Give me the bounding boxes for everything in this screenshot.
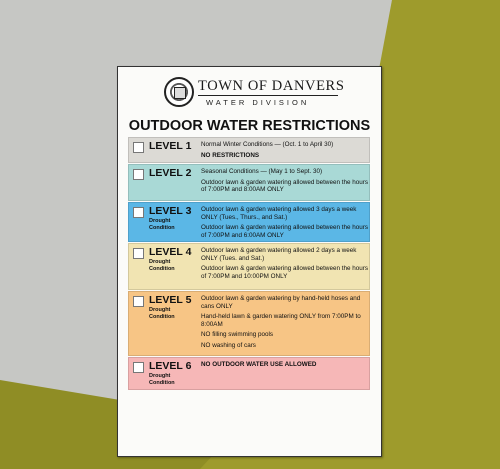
level-checkbox bbox=[133, 169, 144, 180]
level-description-line: Outdoor lawn & garden watering allowed 2 days a week ONLY (Tues. and Sat.) bbox=[201, 247, 357, 262]
level-description bbox=[201, 295, 369, 353]
level-name: LEVEL 3 bbox=[149, 205, 192, 217]
level-description-line: NO washing of cars bbox=[201, 341, 256, 349]
level-name: LEVEL 1 bbox=[149, 140, 192, 152]
division-name: WATER DIVISION bbox=[206, 98, 310, 107]
level-description-line: Outdoor lawn & garden watering allowed between the hours of 7:00PM and 8:00AM ONLY bbox=[201, 178, 368, 194]
level-description bbox=[201, 361, 369, 372]
level-checkbox bbox=[133, 207, 144, 218]
level-checkbox bbox=[133, 142, 144, 153]
level-description-line: NO RESTRICTIONS bbox=[201, 151, 260, 159]
level-subtitle: Drought Condition bbox=[149, 373, 175, 386]
level-row bbox=[128, 291, 370, 356]
level-row bbox=[128, 164, 370, 201]
seal-center bbox=[174, 87, 186, 99]
level-description bbox=[201, 247, 369, 283]
level-row bbox=[128, 202, 370, 242]
level-name: LEVEL 5 bbox=[149, 294, 192, 306]
level-subtitle: Drought Condition bbox=[149, 259, 175, 272]
town-name: TOWN OF DANVERS bbox=[198, 78, 345, 94]
level-name: LEVEL 6 bbox=[149, 360, 192, 372]
level-row bbox=[128, 137, 370, 163]
water-restrictions-sign bbox=[117, 66, 382, 457]
level-description-line: Outdoor lawn & garden watering by hand-held hoses and cans ONLY bbox=[201, 295, 361, 310]
level-description-line: Outdoor lawn & garden watering allowed between the hours of 7:00PM and 10:00PM ONLY bbox=[201, 265, 368, 280]
level-row bbox=[128, 357, 370, 390]
level-description bbox=[201, 206, 369, 242]
level-checkbox bbox=[133, 248, 144, 259]
level-description-line: NO filling swimming pools bbox=[201, 331, 274, 339]
level-description bbox=[201, 168, 369, 197]
level-row bbox=[128, 243, 370, 290]
header-rule bbox=[198, 95, 338, 96]
level-description-line: Normal Winter Conditions — (Oct. 1 to April 30) bbox=[201, 141, 334, 148]
level-description-line: Hand-held lawn & garden watering ONLY from 7:00PM to 8:00AM bbox=[201, 313, 361, 328]
level-subtitle: Drought Condition bbox=[149, 307, 175, 320]
sign-title: OUTDOOR WATER RESTRICTIONS bbox=[128, 118, 371, 134]
level-name: LEVEL 4 bbox=[149, 246, 192, 258]
level-checkbox bbox=[133, 362, 144, 373]
town-seal-icon bbox=[164, 77, 194, 107]
level-description-line: NO OUTDOOR WATER USE ALLOWED bbox=[201, 361, 317, 368]
level-subtitle: Drought Condition bbox=[149, 218, 175, 231]
sign-header bbox=[118, 67, 381, 119]
level-description-line: Outdoor lawn & garden watering allowed between the hours of 7:00PM and 6:00AM ONLY bbox=[201, 224, 368, 239]
level-description-line: Seasonal Conditions — (May 1 to Sept. 30) bbox=[201, 168, 323, 175]
level-description bbox=[201, 141, 369, 162]
level-checkbox bbox=[133, 296, 144, 307]
level-description-line: Outdoor lawn & garden watering allowed 3 days a week ONLY (Tues., Thurs., and Sat.) bbox=[201, 206, 357, 221]
level-name: LEVEL 2 bbox=[149, 167, 192, 179]
